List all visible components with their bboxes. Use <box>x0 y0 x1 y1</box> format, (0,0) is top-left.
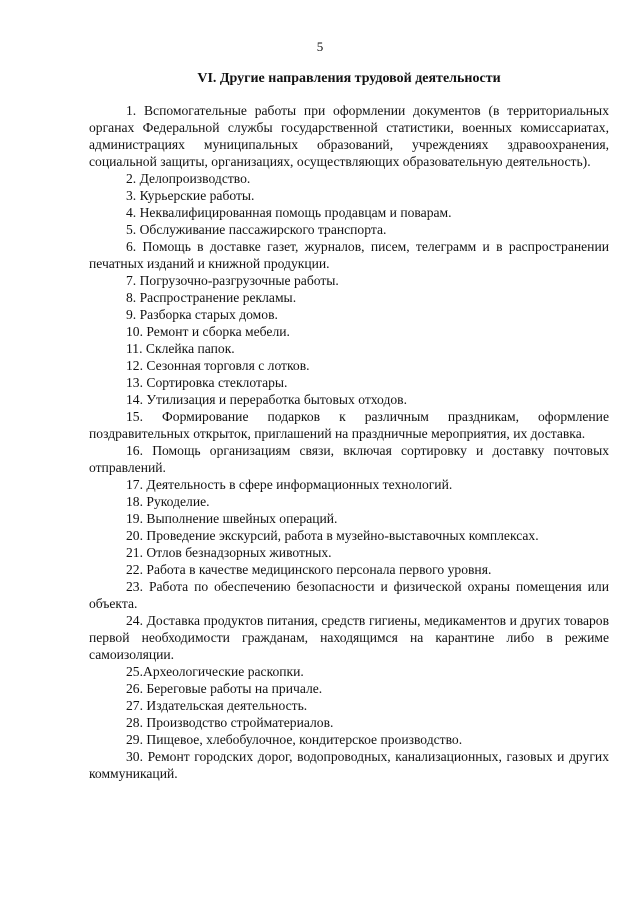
item-text: Пищевое, хлебобулочное, кондитерское производство. <box>146 732 463 747</box>
list-item <box>89 357 609 374</box>
item-number: 9. <box>126 307 137 322</box>
item-number: 7. <box>126 273 137 288</box>
item-text: Сезонная торговля с лотков. <box>146 358 310 373</box>
list-item <box>89 187 609 204</box>
item-text: Доставка продуктов питания, средств гигиены, медикаментов и других товаров первой необходимости гражданам, находящимся на карантине либо в режиме самоизоляции. <box>89 613 609 662</box>
item-number: 21. <box>126 545 143 560</box>
list-item <box>89 527 609 544</box>
list-item <box>89 748 609 782</box>
item-text: Склейка папок. <box>145 341 235 356</box>
item-number: 17. <box>126 477 143 492</box>
section-title: VI. Другие направления трудовой деятельности <box>197 71 501 86</box>
item-number: 2. <box>126 171 137 186</box>
list-item <box>89 544 609 561</box>
list-item <box>89 340 609 357</box>
item-number: 15. <box>126 409 143 424</box>
list-item <box>89 170 609 187</box>
item-number: 13. <box>126 375 143 390</box>
item-text: Работа в качестве медицинского персонала первого уровня. <box>146 562 492 577</box>
list-item <box>89 561 609 578</box>
list-item <box>89 493 609 510</box>
list-item <box>89 663 609 680</box>
list-item <box>89 306 609 323</box>
item-text: Работа по обеспечению безопасности и физической охраны помещения или объекта. <box>89 579 609 611</box>
list-item <box>89 323 609 340</box>
item-text: Разборка старых домов. <box>139 307 278 322</box>
list-item <box>89 697 609 714</box>
item-text: Ремонт и сборка мебели. <box>146 324 290 339</box>
list-item <box>89 272 609 289</box>
item-text: Неквалифицированная помощь продавцам и поварам. <box>139 205 452 220</box>
item-number: 24. <box>126 613 143 628</box>
list-item <box>89 204 609 221</box>
item-number: 27. <box>126 698 143 713</box>
list-item <box>89 408 609 442</box>
item-text: Помощь организациям связи, включая сортировку и доставку почтовых отправлений. <box>89 443 609 475</box>
list-item <box>89 289 609 306</box>
item-text: Погрузочно-разгрузочные работы. <box>139 273 339 288</box>
activity-list <box>89 102 609 782</box>
item-text: Курьерские работы. <box>139 188 255 203</box>
item-text: Береговые работы на причале. <box>146 681 323 696</box>
item-number: 3. <box>126 188 137 203</box>
item-number: 20. <box>126 528 143 543</box>
item-text: Обслуживание пассажирского транспорта. <box>139 222 387 237</box>
list-item <box>89 476 609 493</box>
list-item <box>89 238 609 272</box>
item-number: 26. <box>126 681 143 696</box>
item-number: 22. <box>126 562 143 577</box>
list-item <box>89 374 609 391</box>
page-number: 5 <box>316 39 324 54</box>
item-text: Вспомогательные работы при оформлении документов (в территориальных органах Федеральной службы государственной статистики, военных комиссариатах, администрациях муниципальных образований, учреждениях здравоохранения, социальной защиты, организациях, осуществляющих образовательную деятельность). <box>89 103 609 169</box>
item-text: Делопроизводство. <box>139 171 251 186</box>
item-number: 25. <box>126 664 143 679</box>
item-text: Археологические раскопки. <box>143 664 304 679</box>
item-text: Формирование подарков к различным праздникам, оформление поздравительных открыток, приглашений на праздничные мероприятия, их доставка. <box>89 409 609 441</box>
list-item <box>89 391 609 408</box>
list-item <box>89 102 609 170</box>
item-number: 14. <box>126 392 143 407</box>
item-text: Выполнение швейных операций. <box>146 511 338 526</box>
item-number: 6. <box>126 239 137 254</box>
item-text: Проведение экскурсий, работа в музейно-выставочных комплексах. <box>146 528 539 543</box>
list-item <box>89 221 609 238</box>
list-item <box>89 612 609 663</box>
item-number: 29. <box>126 732 143 747</box>
item-text: Рукоделие. <box>146 494 210 509</box>
item-number: 4. <box>126 205 137 220</box>
list-item <box>89 578 609 612</box>
item-number: 19. <box>126 511 143 526</box>
item-text: Издательская деятельность. <box>146 698 308 713</box>
item-number: 16. <box>126 443 143 458</box>
item-text: Производство стройматериалов. <box>146 715 334 730</box>
item-text: Распространение рекламы. <box>139 290 297 305</box>
item-text: Сортировка стеклотары. <box>146 375 288 390</box>
item-number: 11. <box>126 341 143 356</box>
item-number: 8. <box>126 290 137 305</box>
item-number: 1. <box>126 103 137 118</box>
list-item <box>89 680 609 697</box>
item-text: Ремонт городских дорог, водопроводных, канализационных, газовых и других коммуникаций. <box>89 749 609 781</box>
item-text: Отлов безнадзорных животных. <box>146 545 332 560</box>
list-item <box>89 731 609 748</box>
item-number: 12. <box>126 358 143 373</box>
item-number: 23. <box>126 579 143 594</box>
item-number: 30. <box>126 749 143 764</box>
item-text: Утилизация и переработка бытовых отходов. <box>146 392 407 407</box>
item-number: 28. <box>126 715 143 730</box>
item-number: 5. <box>126 222 137 237</box>
list-item <box>89 510 609 527</box>
item-text: Деятельность в сфере информационных технологий. <box>146 477 453 492</box>
item-number: 18. <box>126 494 143 509</box>
list-item <box>89 442 609 476</box>
list-item <box>89 714 609 731</box>
item-text: Помощь в доставке газет, журналов, писем, телеграмм и в распространении печатных изданий и книжной продукции. <box>89 239 609 271</box>
item-number: 10. <box>126 324 143 339</box>
